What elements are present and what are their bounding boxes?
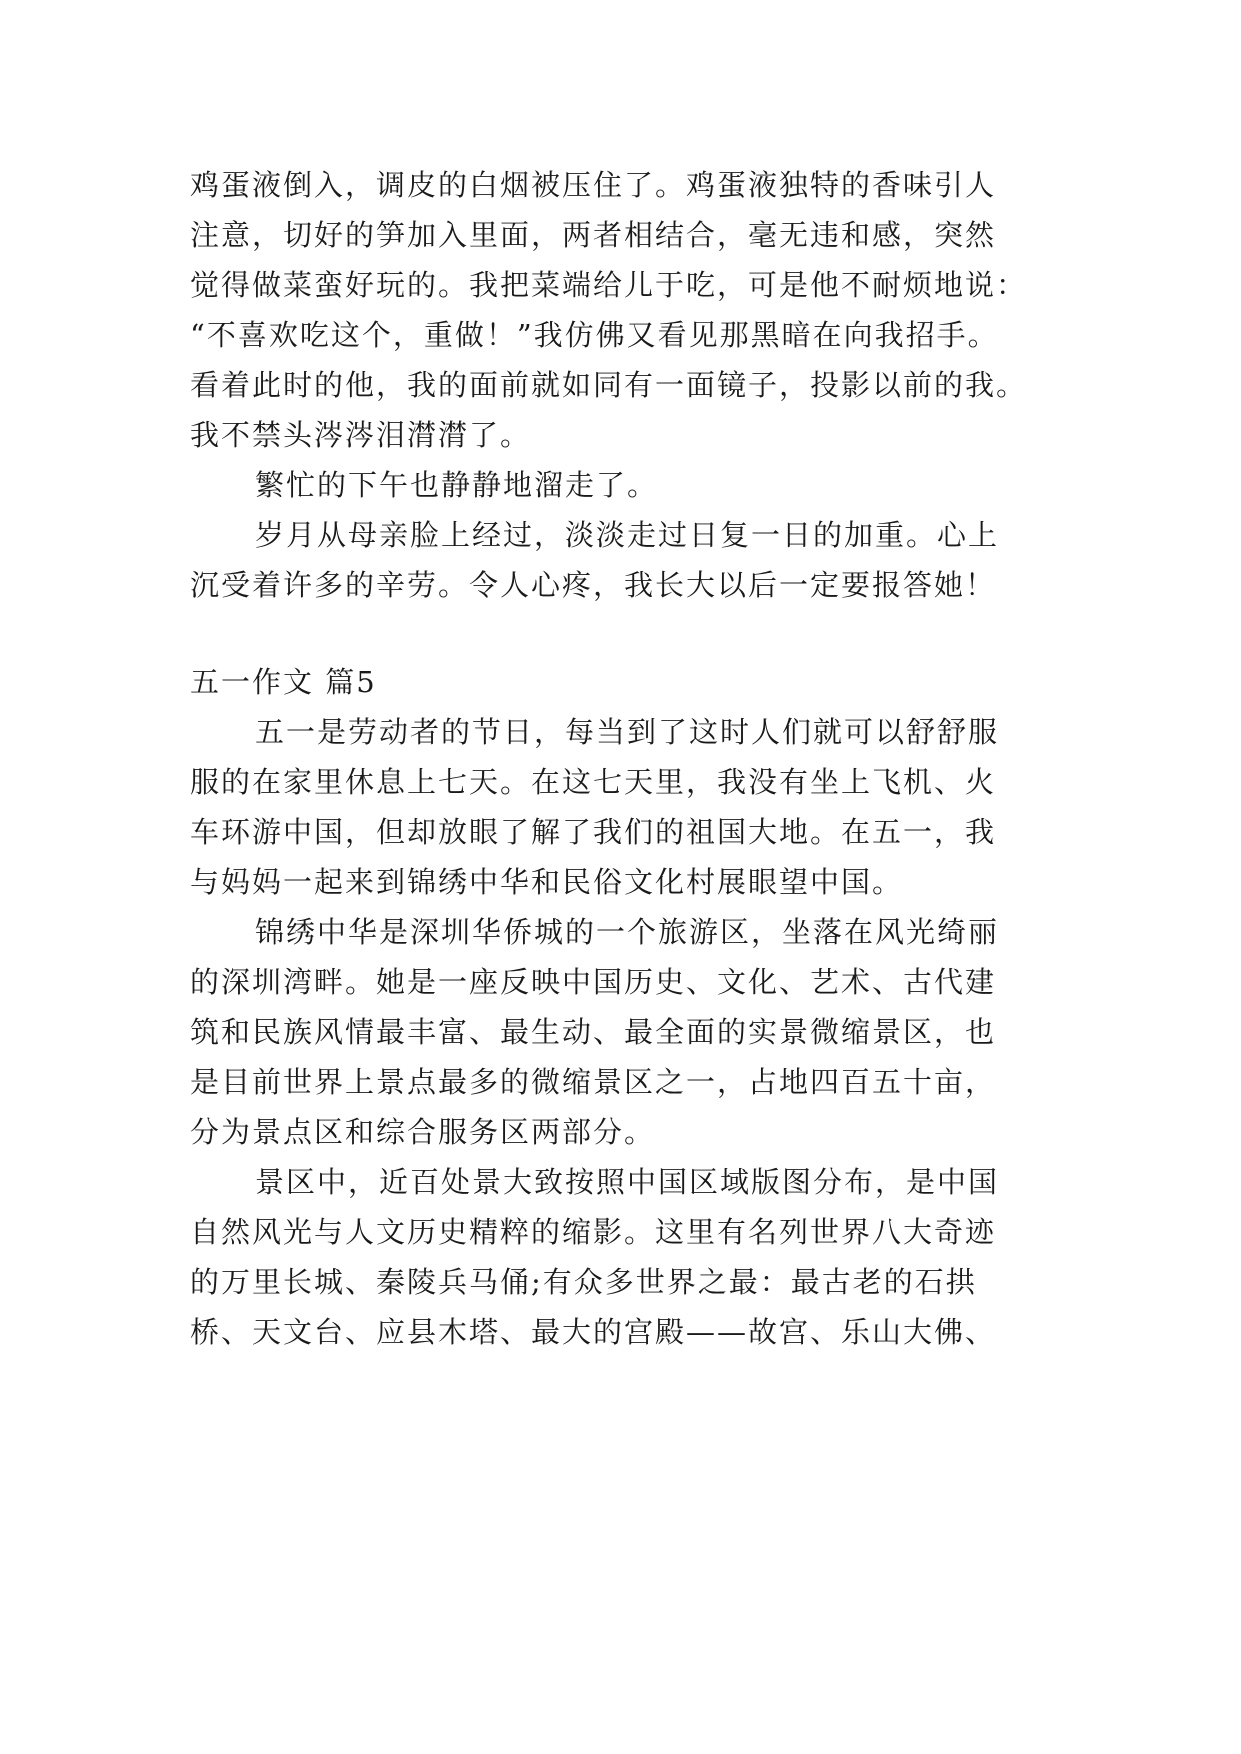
text-line: “不喜欢吃这个，重做！”我仿佛又看见那黑暗在向我招手。 [190, 318, 999, 352]
text-line: 注意，切好的笋加入里面，两者相结合，毫无违和感，突然 [190, 218, 997, 252]
text-line: 自然风光与人文历史精粹的缩影。这里有名列世界八大奇迹 [190, 1215, 997, 1249]
text-line: 我不禁头涔涔泪潸潸了。 [190, 418, 532, 452]
text-line: 服的在家里休息上七天。在这七天里，我没有坐上飞机、火 [190, 765, 997, 799]
text-line: 景区中，近百处景大致按照中国区域版图分布，是中国 [255, 1165, 1000, 1199]
text-line: 看着此时的他，我的面前就如同有一面镜子，投影以前的我。 [190, 368, 1028, 402]
document-body [190, 160, 1070, 1357]
paragraph-years [190, 510, 1070, 610]
text-line: 与妈妈一起来到锦绣中华和民俗文化村展眼望中国。 [190, 865, 904, 899]
text-line: 的深圳湾畔。她是一座反映中国历史、文化、艺术、古代建 [190, 965, 997, 999]
text-line: 桥、天文台、应县木塔、最大的宫殿——故宫、乐山大佛、 [190, 1315, 997, 1349]
paragraph-may-day [190, 707, 1070, 907]
text-line: 鸡蛋液倒入，调皮的白烟被压住了。鸡蛋液独特的香味引人 [190, 168, 997, 202]
text-line: 沉受着许多的辛劳。令人心疼，我长大以后一定要报答她！ [190, 568, 997, 602]
text-line: 觉得做菜蛮好玩的。我把菜端给儿于吃，可是他不耐烦地说： [190, 268, 1028, 302]
section-gap [190, 610, 1070, 657]
text-line: 繁忙的下午也静静地溜走了。 [255, 468, 659, 502]
section-heading: 五一作文 篇5 [190, 665, 377, 699]
text-line: 车环游中国，但却放眼了解了我们的祖国大地。在五一，我 [190, 815, 997, 849]
text-line: 是目前世界上景点最多的微缩景区之一，占地四百五十亩， [190, 1065, 997, 1099]
paragraph-splendid-china [190, 907, 1070, 1157]
text-line: 分为景点区和综合服务区两部分。 [190, 1115, 656, 1149]
paragraph-scenic-area [190, 1157, 1070, 1357]
text-line: 五一是劳动者的节日，每当到了这时人们就可以舒舒服 [255, 715, 1000, 749]
paragraph-continued [190, 160, 1070, 460]
paragraph-afternoon [190, 460, 1070, 510]
text-line: 锦绣中华是深圳华侨城的一个旅游区，坐落在风光绮丽 [255, 915, 1000, 949]
text-line: 筑和民族风情最丰富、最生动、最全面的实景微缩景区，也 [190, 1015, 997, 1049]
text-line: 的万里长城、秦陵兵马俑;有众多世界之最：最古老的石拱 [190, 1265, 977, 1299]
text-line: 岁月从母亲脸上经过，淡淡走过日复一日的加重。心上 [255, 518, 1000, 552]
